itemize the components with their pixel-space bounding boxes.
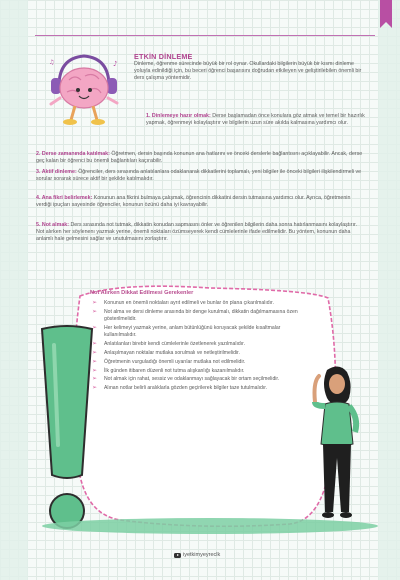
step-4-text: Konunun ana fikrini bulmaya çalışmak, öğrencinin dikkatini dersin tutmasına yardımcı olur. Ayrıca, öğretmenin verdiği ipuçları sayesinde öğrenciler, konunun özünü daha iyi kavrayabilir. [36, 195, 351, 209]
bookmark-ribbon-icon [380, 0, 392, 22]
tip-item: ➢ İlk günden itibaren düzenli not tutma alışkanlığı kazanılmalıdır. [92, 367, 245, 374]
step-3 [36, 169, 366, 183]
exclamation-mark-illustration [36, 325, 98, 540]
step-2-text: Öğretmen, dersin başında konunun ana hatlarını ve önceki derslerle bağlantısını açıklayabilir. Ancak, derse geç kalan bir öğrenci bu önemli bağlantıları kaçırabilir. [36, 151, 363, 165]
youtube-icon [174, 553, 181, 558]
step-4 [36, 195, 366, 209]
left-margin-band [0, 0, 28, 580]
section-title: ETKİN DİNLEME [134, 52, 193, 61]
brain-with-headphones-illustration [45, 48, 123, 130]
step-3-heading: 3. Aktif dinleme: [36, 169, 77, 175]
intro-paragraph: Dinleme, öğrenme sürecinde büyük bir rol oynar. Okullardaki bilgilerin büyük bir kısmı dinleme yoluyla edinildiği için, bu beceri öğrenci başarısını doğrudan etkileyen ve geliştirilebilen önemli bir ders çalışma yöntemidir. [134, 61, 362, 82]
step-5-text: Ders sırasında not tutmak, dikkatin konudan sapmasını önler ve öğrenilen bilgilerin daha sonra hatırlanmasını kolaylaştırır. Not alırken her söylenenı yazmak yerine, önemli noktaları özümseyerek kendi cümlelerinle ifade edilmelidir. Bu yöntem, konunun daha anlamlı hale gelmesini sağlar ve unutulmasını zorlaştırır. [36, 222, 357, 243]
step-1-text: Derse başlamadan önce konulara göz atmak ve temel bir hazırlık yapmak, öğrenmeyi kolaylaştırır ve bilgilerin uzun süre akılda kalmasına yardımcı olur. [146, 113, 365, 127]
step-3-text: Öğrenciler, ders sırasında anlatılanlara odaklanarak dikkatlerini toplamalı, yeni bilgiler ile önceki bilgileri ilişkilendirmeli ve sorular sorarak sürece aktif bir şekilde katılmalıdır. [36, 169, 362, 183]
step-4-heading: 4. Ana fikri belirlemek: [36, 195, 93, 201]
tip-item: ➢ Her kelimeyi yazmak yerine, anlam bütünlüğünü koruyacak şekilde kısaltmalar kullanılmalıdır. [92, 324, 281, 338]
step-1-heading: 1. Dinlemeye hazır olmak: [146, 113, 211, 119]
arrow-icon: ➢ [92, 358, 98, 365]
arrow-icon: ➢ [92, 376, 98, 383]
arrow-icon: ➢ [92, 349, 98, 356]
svg-text:♪: ♪ [113, 60, 118, 68]
ground-shadow [40, 516, 380, 536]
footer-handle[interactable]: iyetkimyeyreclk [183, 552, 221, 558]
arrow-icon: ➢ [92, 385, 98, 392]
tip-item: ➢ Alınan notlar belirli aralıklarla gözden geçirilerek bilgiler taze tutulmalıdır. [92, 385, 268, 392]
arrow-icon: ➢ [92, 367, 98, 374]
arrow-icon: ➢ [92, 308, 98, 315]
tips-box-title: Not Alırken Dikkat Edilmesi Gerekenler [90, 290, 194, 296]
step-5-heading: 5. Not almak: [36, 222, 69, 228]
step-2 [36, 151, 366, 165]
footer [174, 552, 220, 558]
tip-item: ➢ Not almak için rahat, sessiz ve odaklanmayı sağlayacak bir ortam seçilmelidir. [92, 376, 280, 383]
step-2-heading: 2. Derse zamanında katılmak: [36, 151, 110, 157]
tip-item: ➢ Not alma ve dersi dinleme arasında bir denge kurulmalı, dikkatin dağılmamasına özen gösterilmelidir. [92, 308, 298, 322]
arrow-icon: ➢ [92, 300, 98, 306]
right-margin-band [378, 0, 400, 580]
arrow-icon: ➢ [92, 324, 98, 331]
tips-list [92, 300, 310, 394]
tip-item: ➢ Anlatılanları birebir kendi cümlelerinle özetlenerek yazılmalıdır. [92, 340, 245, 347]
tip-item: ➢ Anlaşılmayan noktalar mutlaka sorulmalı ve netleştirilmelidir. [92, 349, 240, 356]
svg-text:♫: ♫ [49, 59, 55, 66]
tip-item: ➢ Öğretmenin vurguladığı önemli uyarılar mutlaka not edilmelidir. [92, 358, 246, 365]
tip-item: ➢ Konunun en önemli noktaları ayrıt edilmeli ve bunlar ön plana çıkarılmalıdır. [92, 300, 274, 306]
step-1 [146, 113, 368, 127]
step-5 [36, 222, 366, 243]
arrow-icon: ➢ [92, 340, 98, 347]
woman-illustration [305, 362, 365, 524]
